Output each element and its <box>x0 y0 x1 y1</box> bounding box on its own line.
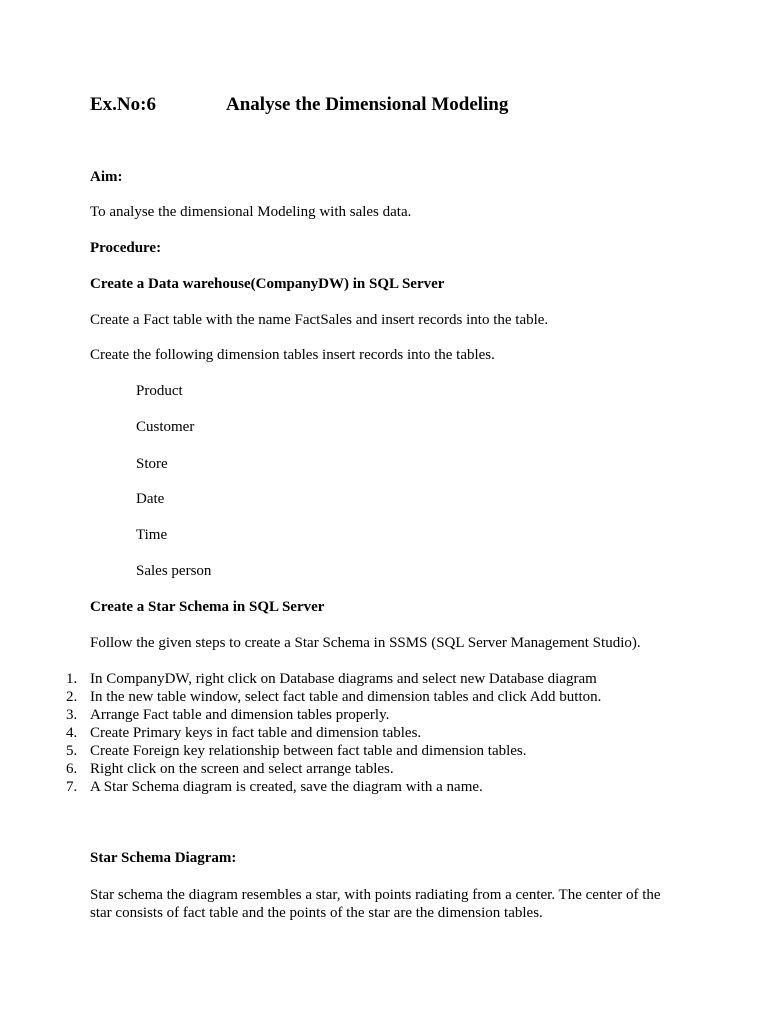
aim-text: To analyse the dimensional Modeling with sales data. <box>90 204 412 220</box>
dimension-item: Sales person <box>136 563 212 579</box>
step-number: 6. <box>66 761 78 777</box>
step-text: Create Foreign key relationship between fact table and dimension tables. <box>90 743 527 759</box>
dimension-item: Customer <box>136 419 195 435</box>
dimension-item: Date <box>136 491 165 507</box>
star-schema-diagram-heading: Star Schema Diagram: <box>90 850 237 866</box>
dimension-item: Product <box>136 383 183 399</box>
step-text: Create Primary keys in fact table and dimension tables. <box>90 725 422 741</box>
step-text: Arrange Fact table and dimension tables properly. <box>90 707 390 723</box>
step-text: In the new table window, select fact table and dimension tables and click Add button. <box>90 689 602 705</box>
step-number: 5. <box>66 743 78 759</box>
fact-table-text: Create a Fact table with the name FactSales and insert records into the table. <box>90 312 549 328</box>
dimension-item: Time <box>136 527 168 543</box>
step-text: A Star Schema diagram is created, save the diagram with a name. <box>90 779 483 795</box>
aim-heading: Aim: <box>90 169 123 185</box>
step-number: 1. <box>66 671 78 687</box>
dimension-tables-text: Create the following dimension tables insert records into the tables. <box>90 347 495 363</box>
dimension-item: Store <box>136 456 168 472</box>
exercise-number: Ex.No:6 <box>90 94 156 115</box>
page-title: Analyse the Dimensional Modeling <box>226 94 509 115</box>
star-schema-intro: Follow the given steps to create a Star Schema in SSMS (SQL Server Management Studio). <box>90 635 641 651</box>
step-number: 2. <box>66 689 78 705</box>
star-schema-description: Star schema the diagram resembles a star, with points radiating from a center. The center of the star consists of fact table and the points of the star are the dimension tables. <box>90 887 661 921</box>
step-text: Right click on the screen and select arrange tables. <box>90 761 394 777</box>
step-number: 4. <box>66 725 78 741</box>
procedure-heading: Procedure: <box>90 240 162 256</box>
step-number: 7. <box>66 779 78 795</box>
data-warehouse-heading: Create a Data warehouse(CompanyDW) in SQL Server <box>90 276 445 292</box>
star-schema-heading: Create a Star Schema in SQL Server <box>90 599 325 615</box>
step-text: In CompanyDW, right click on Database diagrams and select new Database diagram <box>90 671 597 687</box>
step-number: 3. <box>66 707 78 723</box>
